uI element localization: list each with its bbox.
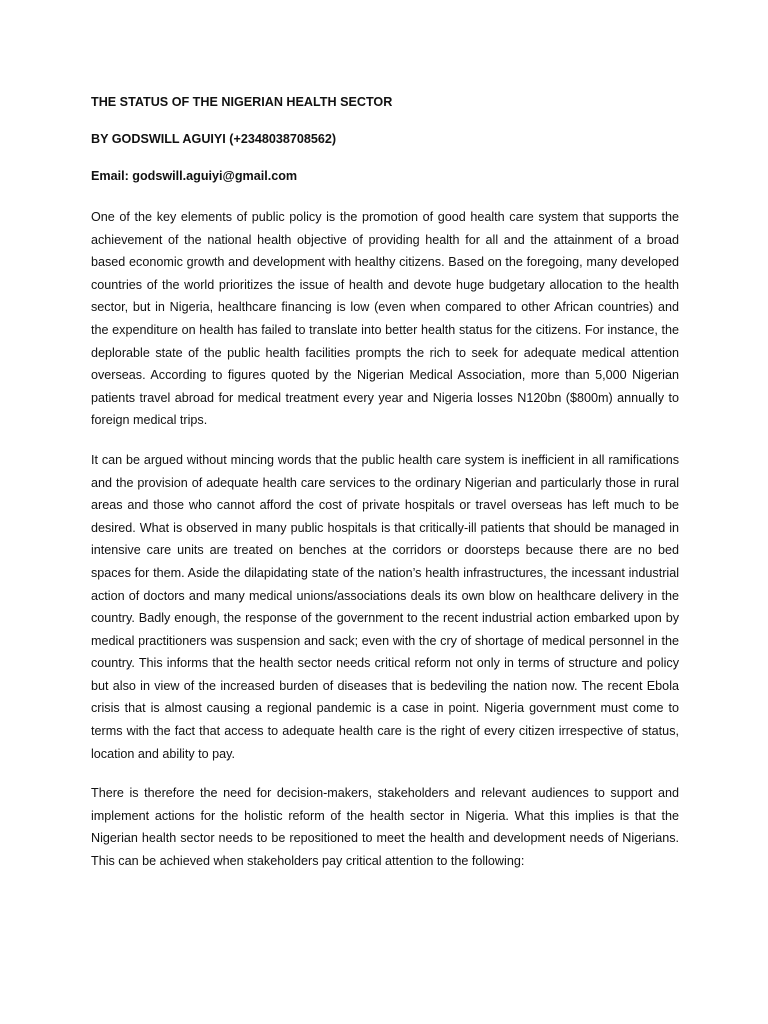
document-byline: BY GODSWILL AGUIYI (+2348038708562) [91,132,337,146]
paragraph-3: There is therefore the need for decision-makers, stakeholders and relevant audiences to support and implement actions for the holistic reform of the health sector in Nigeria. What this implies is that the Nigerian health sector needs to be repositioned to meet the health and development needs of Nigerians. This can be achieved when stakeholders pay critical attention to the following: [91,786,679,869]
paragraph-1: One of the key elements of public policy is the promotion of good health care system that supports the achievement of the national health objective of providing health for all and the attainment of a broad based economic growth and development with healthy citizens. Based on the foregoing, many developed countries of the world prioritizes the issue of health and devote huge budgetary allocation to the health sector, but in Nigeria, healthcare financing is low (even when compared to other African countries) and the expenditure on health has failed to translate into better health status for the citizens. For instance, the deplorable state of the public health facilities prompts the rich to seek for adequate medical attention overseas. According to figures quoted by the Nigerian Medical Association, more than 5,000 Nigerian patients travel abroad for medical treatment every year and Nigeria losses N120bn ($800m) annually to foreign medical trips. [91,210,679,428]
document-title: THE STATUS OF THE NIGERIAN HEALTH SECTOR [91,95,393,109]
paragraph-2: It can be argued without mincing words that the public health care system is inefficient in all ramifications and the provision of adequate health care services to the ordinary Nigerian and particularly those in rural areas and those who cannot afford the cost of private hospitals or travel overseas has left much to be desired. What is observed in many public hospitals is that critically-ill patients that should be managed in intensive care units are treated on benches at the corridors or doorsteps because there are no bed spaces for them. Aside the dilapidating state of the nation’s health infrastructures, the incessant industrial action of doctors and many medical unions/associations deals its own blow on healthcare delivery in the country. Badly enough, the response of the government to the recent industrial action embarked upon by medical practitioners was suspension and sack; even with the cry of shortage of medical personnel in the country. This informs that the health sector needs critical reform not only in terms of structure and policy but also in view of the increased burden of diseases that is bedeviling the nation now. The recent Ebola crisis that is almost causing a regional pandemic is a case in point. Nigeria government must come to terms with the fact that access to adequate health care is the right of every citizen irrespective of status, location and ability to pay. [91,452,679,761]
author-email: Email: godswill.aguiyi@gmail.com [91,169,298,183]
document-page [91,94,679,890]
